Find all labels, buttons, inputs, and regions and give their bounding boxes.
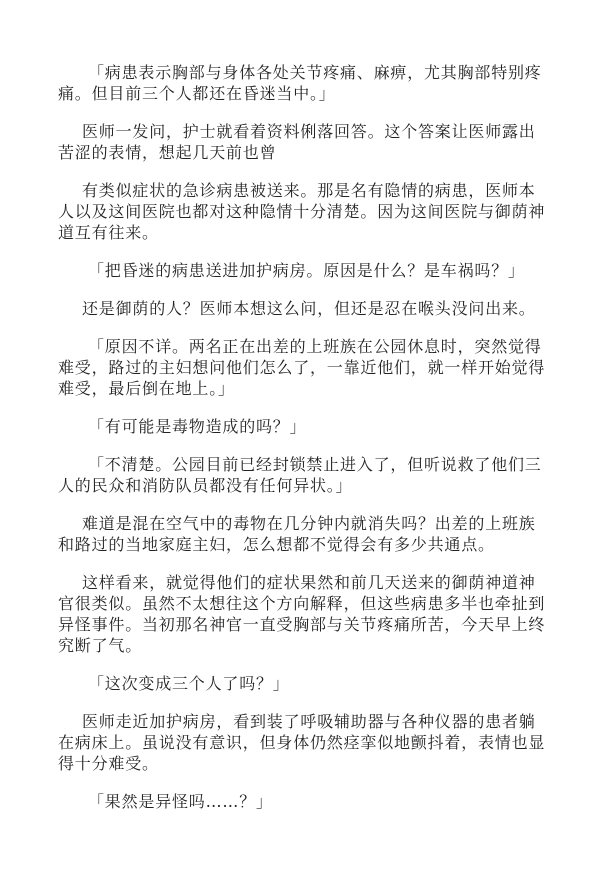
text-line: 难受，路过的主妇想问他们怎么了，一靠近他们，就一样开始觉得	[58, 358, 546, 377]
text-line: 和路过的当地家庭主妇，怎么想都不觉得会有多少共通点。	[58, 535, 495, 554]
text-line: 医师走近加护病房，看到装了呼吸辅助器与各种仪器的患者躺	[82, 712, 536, 731]
text-line: 这样看来，就觉得他们的症状果然和前几天送来的御荫神道神	[82, 573, 536, 592]
dialogue-paragraph	[58, 673, 558, 694]
text-line: 苦涩的表情，想起几天前也曾	[58, 143, 277, 162]
narration-paragraph	[58, 711, 558, 774]
text-line: 「把昏迷的病患送进加护病房。原因是什么？是车祸吗？」	[88, 261, 525, 280]
text-line: 官很类似。虽然不太想往这个方向解释，但这些病患多半也牵扯到	[58, 594, 546, 613]
text-line: 人以及这间医院也都对这种隐情十分清楚。因为这间医院与御荫神	[58, 202, 546, 221]
dialogue-paragraph	[58, 454, 558, 496]
text-line: 「果然是异怪吗……？」	[88, 792, 273, 811]
dialogue-paragraph	[58, 791, 558, 812]
document-page	[58, 62, 558, 829]
dialogue-paragraph	[58, 260, 558, 281]
text-line: 异怪事件。当初那名神官一直受胸部与关节疼痛所苦，今天早上终	[58, 615, 546, 634]
text-line: 究断了气。	[58, 636, 143, 655]
text-line: 难道是混在空气中的毒物在几分钟内就消失吗？出差的上班族	[82, 514, 536, 533]
text-line: 道互有往来。	[58, 223, 159, 242]
dialogue-paragraph	[58, 336, 558, 399]
text-line: 「原因不详。两名正在出差的上班族在公园休息时，突然觉得	[88, 337, 542, 356]
narration-paragraph	[58, 513, 558, 555]
text-line: 医师一发问，护士就看着资料俐落回答。这个答案让医师露出	[82, 122, 536, 141]
text-line: 「不清楚。公园目前已经封锁禁止进入了，但听说救了他们三	[88, 455, 542, 474]
text-line: 有类似症状的急诊病患被送来。那是名有隐情的病患，医师本	[82, 181, 536, 200]
narration-paragraph	[58, 121, 558, 163]
text-line: 在病床上。虽说没有意识，但身体仍然痉挛似地颤抖着，表情也显	[58, 733, 546, 752]
text-line: 人的民众和消防队员都没有任何异状。」	[58, 476, 353, 495]
text-line: 还是御荫的人？医师本想这么问，但还是忍在喉头没问出来。	[82, 299, 536, 318]
text-line: 难受，最后倒在地上。」	[58, 379, 235, 398]
text-line: 「有可能是毒物造成的吗？」	[88, 417, 307, 436]
dialogue-paragraph	[58, 416, 558, 437]
text-line: 得十分难受。	[58, 754, 159, 773]
narration-paragraph	[58, 298, 558, 319]
dialogue-paragraph	[58, 62, 558, 104]
text-line: 痛。但目前三个人都还在昏迷当中。」	[58, 84, 336, 103]
text-line: 「这次变成三个人了吗？」	[88, 674, 290, 693]
narration-paragraph	[58, 180, 558, 243]
narration-paragraph	[58, 572, 558, 656]
text-line: 「病患表示胸部与身体各处关节疼痛、麻痹，尤其胸部特别疼	[88, 63, 542, 82]
